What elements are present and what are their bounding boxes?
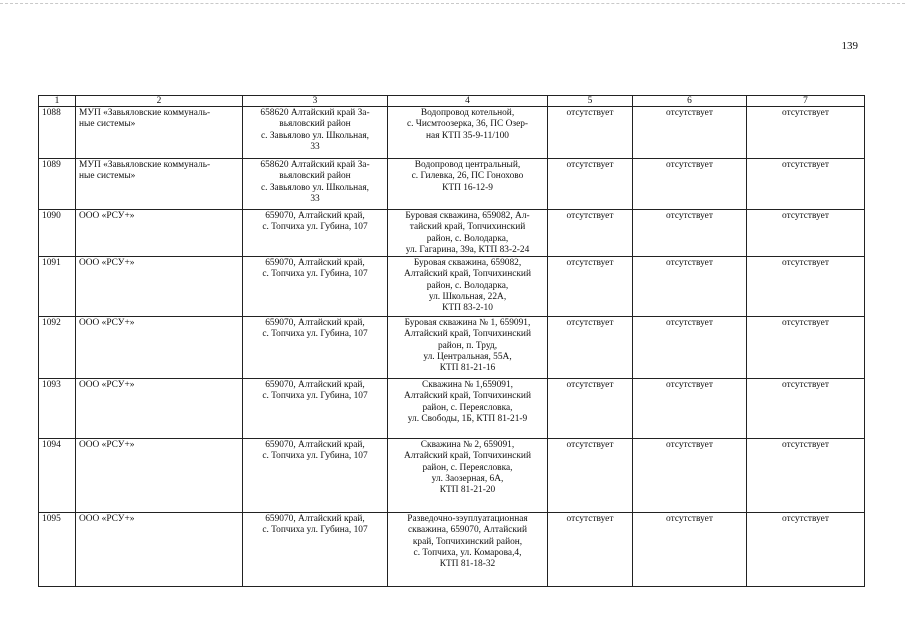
object-cell-line: ул. Заозерная, 6А, — [431, 474, 504, 485]
organization-cell-line: ООО «РСУ+» — [79, 211, 135, 221]
organization-cell-line: МУП «Завьяловские коммуналь- — [79, 108, 211, 118]
object-cell-line: Водопровод котельной, — [420, 108, 515, 118]
organization-cell — [76, 513, 243, 587]
col7-cell: отсутствует — [747, 257, 865, 317]
address-cell-line: 33 — [310, 193, 320, 204]
object-cell-line: ул. Свободы, 1Б, КТП 81-21-9 — [407, 414, 528, 425]
object-cell-line: с. Чисмтоозерка, 36, ПС Озер- — [406, 119, 529, 130]
col5-cell: отсутствует — [548, 107, 633, 159]
address-cell — [243, 257, 388, 317]
organization-cell-line: ООО «РСУ+» — [79, 514, 135, 525]
object-cell-line: КТП 16-12-9 — [442, 182, 493, 193]
object-cell-line: ул. Школьная, 22А, — [428, 292, 507, 303]
organization-cell-line: ООО «РСУ+» — [79, 318, 135, 329]
address-cell-line: с. Топчиха ул. Губина, 107 — [262, 269, 368, 280]
object-cell-line: Скважина № 1,659091, — [421, 380, 514, 391]
address-cell-line: 658620 Алтайский край За- — [260, 160, 370, 170]
object-cell — [388, 159, 548, 210]
header-cell: 5 — [548, 96, 633, 107]
col6-cell: отсутствует — [633, 210, 747, 257]
header-cell: 1 — [39, 96, 76, 107]
col6-cell: отсутствует — [633, 107, 747, 159]
organization-cell — [76, 107, 243, 159]
col7-cell: отсутствует — [747, 379, 865, 439]
address-cell — [243, 513, 388, 587]
object-cell-line: Алтайский край, Топчихинский — [404, 391, 531, 402]
address-cell — [243, 379, 388, 439]
object-cell-line: с. Топчиха, ул. Комарова,4, — [413, 548, 522, 559]
object-cell-line: район, с. Переясловка, — [422, 402, 513, 413]
address-cell-line: с. Топчиха ул. Губина, 107 — [262, 525, 368, 536]
col7-cell: отсутствует — [747, 439, 865, 513]
object-cell — [388, 513, 548, 587]
address-cell-line: 659070, Алтайский край, — [265, 380, 365, 391]
col6-cell: отсутствует — [633, 379, 747, 439]
header-row — [39, 96, 865, 107]
address-cell-line: с. Завьялово ул. Школьная, — [260, 130, 369, 141]
object-cell-line: КТП 81-21-16 — [439, 363, 496, 374]
object-cell-line: Алтайский край, Топчихинский — [404, 329, 531, 340]
object-cell — [388, 439, 548, 513]
object-cell — [388, 257, 548, 317]
object-cell — [388, 379, 548, 439]
object-cell — [388, 210, 548, 257]
organization-cell — [76, 159, 243, 210]
col5-cell: отсутствует — [548, 317, 633, 379]
header-cell: 4 — [388, 96, 548, 107]
col6-cell: отсутствует — [633, 439, 747, 513]
address-cell-line: 659070, Алтайский край, — [265, 514, 365, 525]
header-cell: 2 — [76, 96, 243, 107]
col7-cell: отсутствует — [747, 107, 865, 159]
address-cell-line: вьяловский район — [279, 119, 351, 130]
organization-cell-line: ООО «РСУ+» — [79, 258, 135, 269]
row-number-cell: 1090 — [39, 210, 76, 257]
address-cell-line: с. Топчиха ул. Губина, 107 — [262, 391, 368, 402]
object-cell-line: Буровая скважина, 659082, Ал- — [405, 211, 530, 221]
table-row — [39, 513, 865, 587]
object-cell — [388, 107, 548, 159]
organization-cell — [76, 257, 243, 317]
object-cell-line: Буровая скважина № 1, 659091, — [404, 318, 531, 329]
object-cell-line: район, с. Переясловка, — [422, 462, 513, 473]
col6-cell: отсутствует — [633, 257, 747, 317]
col6-cell: отсутствует — [633, 159, 747, 210]
header-cell: 7 — [747, 96, 865, 107]
col5-cell: отсутствует — [548, 379, 633, 439]
object-cell-line: Разведочно-зэуплуатационная — [407, 514, 528, 525]
object-cell-line: район, с. Володарка, — [426, 280, 509, 291]
row-number-cell: 1095 — [39, 513, 76, 587]
object-cell-line: Алтайский край, Топчихинский — [404, 269, 531, 280]
page-number: 139 — [841, 40, 858, 52]
table-row — [39, 257, 865, 317]
organization-cell — [76, 439, 243, 513]
col6-cell: отсутствует — [633, 513, 747, 587]
address-cell-line: 33 — [310, 141, 320, 152]
col7-cell: отсутствует — [747, 317, 865, 379]
table-row — [39, 159, 865, 210]
col7-cell: отсутствует — [747, 513, 865, 587]
object-cell-line: ул. Гагарина, 39а, КТП 83-2-24 — [405, 244, 530, 255]
address-cell-line: 658620 Алтайский край За- — [260, 108, 370, 118]
address-cell — [243, 439, 388, 513]
col5-cell: отсутствует — [548, 159, 633, 210]
organization-cell — [76, 317, 243, 379]
object-cell-line: район, п. Труд, — [437, 340, 498, 351]
address-cell-line: с. Топчиха ул. Губина, 107 — [262, 451, 368, 462]
object-cell-line: ная КТП 35-9-11/100 — [426, 130, 509, 141]
address-cell — [243, 159, 388, 210]
object-cell-line: КТП 83-2-10 — [442, 303, 493, 314]
address-cell-line: вьяловский район — [279, 171, 351, 182]
col5-cell: отсутствует — [548, 210, 633, 257]
scan-top-edge — [0, 3, 905, 4]
table-row — [39, 439, 865, 513]
row-number-cell: 1088 — [39, 107, 76, 159]
object-cell-line: район, с. Володарка, — [426, 233, 509, 244]
organization-cell-line: ные системы» — [79, 119, 136, 130]
col5-cell: отсутствует — [548, 257, 633, 317]
row-number-cell: 1092 — [39, 317, 76, 379]
address-cell-line: 659070, Алтайский край, — [265, 318, 365, 329]
table-row — [39, 107, 865, 159]
object-cell-line: КТП 81-18-32 — [439, 559, 496, 570]
address-cell — [243, 107, 388, 159]
row-number-cell: 1093 — [39, 379, 76, 439]
address-cell-line: 659070, Алтайский край, — [265, 440, 365, 451]
col6-cell: отсутствует — [633, 317, 747, 379]
address-cell-line: с. Завьялово ул. Школьная, — [260, 182, 369, 193]
object-cell — [388, 317, 548, 379]
object-cell-line: край, Топчихинский район, — [412, 536, 523, 547]
organization-cell — [76, 210, 243, 257]
col5-cell: отсутствует — [548, 439, 633, 513]
header-cell: 3 — [243, 96, 388, 107]
row-number-cell: 1089 — [39, 159, 76, 210]
header-cell: 6 — [633, 96, 747, 107]
row-number-cell: 1094 — [39, 439, 76, 513]
organization-cell-line: ООО «РСУ+» — [79, 440, 135, 451]
object-cell-line: с. Гилевка, 26, ПС Гонохово — [411, 171, 524, 182]
object-cell-line: Скважина № 2, 659091, — [420, 440, 515, 451]
col5-cell: отсутствует — [548, 513, 633, 587]
object-cell-line: ул. Центральная, 55А, — [423, 352, 512, 363]
object-cell-line: скважина, 659070, Алтайский — [408, 525, 527, 536]
table-row — [39, 379, 865, 439]
organization-cell — [76, 379, 243, 439]
object-cell-line: тайский край, Топчихинский — [409, 222, 526, 233]
address-cell — [243, 210, 388, 257]
object-cell-line: Водопровод центральный, — [414, 160, 521, 170]
col7-cell: отсутствует — [747, 159, 865, 210]
table-row — [39, 317, 865, 379]
object-cell-line: Алтайский край, Топчихинский — [404, 451, 531, 462]
row-number-cell: 1091 — [39, 257, 76, 317]
col7-cell: отсутствует — [747, 210, 865, 257]
address-cell — [243, 317, 388, 379]
table-row — [39, 210, 865, 257]
object-cell-line: КТП 81-21-20 — [439, 485, 496, 496]
address-cell-line: 659070, Алтайский край, — [265, 258, 365, 269]
organization-cell-line: ООО «РСУ+» — [79, 380, 135, 391]
address-cell-line: с. Топчиха ул. Губина, 107 — [262, 329, 368, 340]
organization-cell-line: МУП «Завьяловские коммуналь- — [79, 160, 211, 170]
registry-table — [38, 95, 865, 587]
address-cell-line: 659070, Алтайский край, — [265, 211, 365, 221]
organization-cell-line: ные системы» — [79, 171, 136, 182]
object-cell-line: Буровая скважина, 659082, — [413, 258, 522, 269]
address-cell-line: с. Топчиха ул. Губина, 107 — [262, 222, 368, 233]
